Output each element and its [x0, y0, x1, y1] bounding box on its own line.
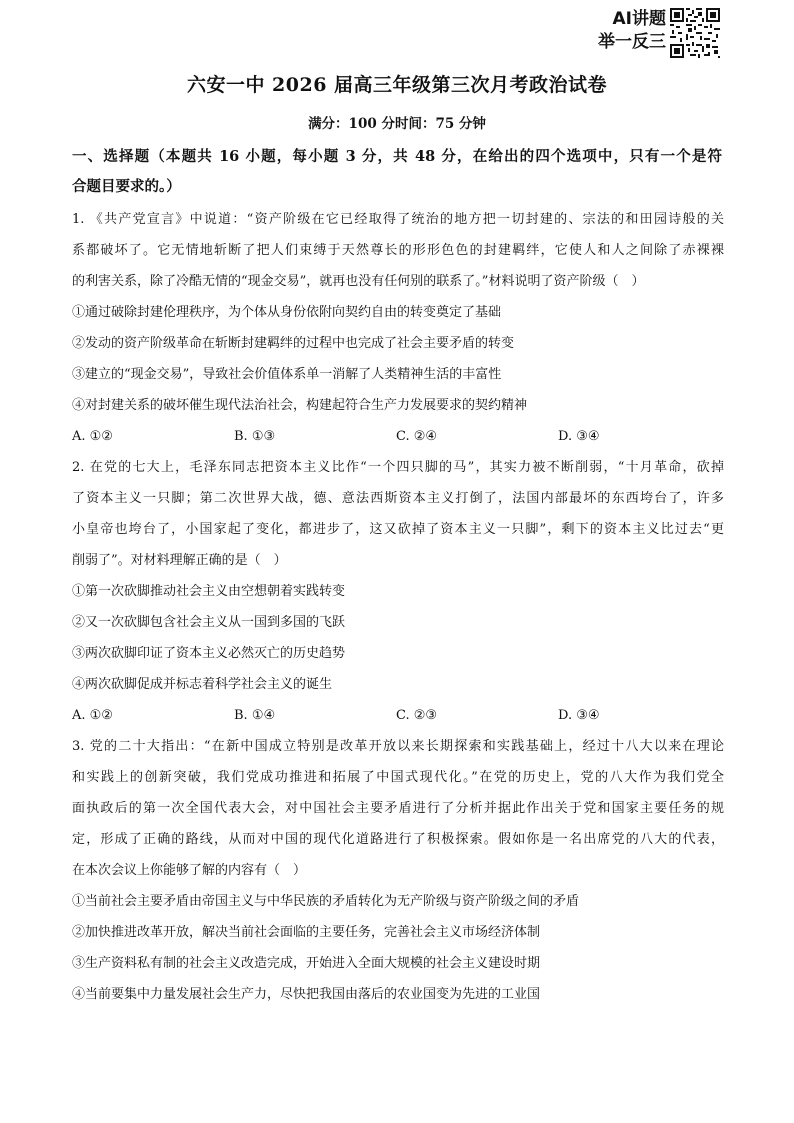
question-stem-line: 定，形成了正确的路线，从而对中国的现代化道路进行了积极探索。假如你是一名出席党的八大的代表， — [72, 832, 724, 847]
choice-d[interactable]: D. ③④ — [558, 429, 600, 444]
exam-title: 六安一中 2026 届高三年级第三次月考政治试卷 — [186, 74, 608, 96]
question-stem-line: 1. 《共产党宣言》中说道：“资产阶级在它已经取得了统治的地方把一切封建的、宗法的和田园诗般的关 — [72, 212, 724, 227]
statement-option: ④当前要集中力量发展社会生产力，尽快把我国由落后的农业国变为先进的工业国 — [72, 987, 541, 1002]
question-stem-line: 削弱了”。对材料理解正确的是（ ） — [72, 553, 287, 568]
choice-b[interactable]: B. ①③ — [234, 429, 276, 444]
ai-explain-badge[interactable] — [578, 8, 720, 58]
choice-a[interactable]: A. ①② — [72, 708, 113, 723]
statement-option: ③生产资料私有制的社会主义改造完成，开始进入全面大规模的社会主义建设时期 — [72, 956, 541, 971]
question-2 — [72, 452, 724, 731]
answer-choices — [72, 421, 724, 452]
section-heading-line-2: 合题目要求的。） — [72, 178, 181, 195]
question-stem-line: 了资本主义一只脚；第二次世界大战，德、意法西斯资本主义打倒了，法国内部最坏的东西垮台了，许多 — [72, 491, 724, 506]
questions — [72, 204, 724, 1010]
question-stem-line: 和实践上的创新突破，我们党成功推进和拓展了中国式现代化。”在党的历史上，党的八大作为我们党全 — [72, 770, 724, 785]
choice-c[interactable]: C. ②④ — [396, 429, 438, 444]
statement-option: ③两次砍脚印证了资本主义必然灭亡的历史趋势 — [72, 646, 346, 661]
question-stem-line: 小皇帝也垮台了，小国家起了变化，都进步了，这又砍掉了资本主义一只脚”，剩下的资本主义比过去“更 — [72, 522, 724, 537]
question-stem-line: 2. 在党的七大上，毛泽东同志把资本主义比作“一个四只脚的马”，其实力被不断削弱，“十月革命，砍掉 — [72, 460, 724, 475]
statement-option: ①当前社会主要矛盾由帝国主义与中华民族的矛盾转化为无产阶级与资产阶级之间的矛盾 — [72, 894, 580, 909]
question-stem-line: 系都破坏了。它无情地斩断了把人们束缚于天然尊长的形形色色的封建羁绊，它使人和人之间除了赤裸裸 — [72, 243, 724, 258]
answer-choices — [72, 700, 724, 731]
question-3 — [72, 731, 724, 1010]
exam-subtitle: 满分：100 分时间：75 分钟 — [308, 116, 486, 132]
badge-line-2: 举一反三 — [598, 32, 666, 52]
statement-option: ②发动的资产阶级革命在斩断封建羁绊的过程中也完成了社会主要矛盾的转变 — [72, 336, 515, 351]
choice-d[interactable]: D. ③④ — [558, 708, 600, 723]
badge-line-1: AI讲题 — [612, 9, 666, 29]
choice-b[interactable]: B. ①④ — [234, 708, 276, 723]
statement-option: ②加快推进改革开放，解决当前社会面临的主要任务，完善社会主义市场经济体制 — [72, 925, 541, 940]
question-stem-line: 面执政后的第一次全国代表大会，对中国社会主要矛盾进行了分析并据此作出关于党和国家主要任务的规 — [72, 801, 724, 816]
choice-a[interactable]: A. ①② — [72, 429, 113, 444]
question-stem-line: 的利害关系，除了冷酷无情的“现金交易”，就再也没有任何别的联系了。”材料说明了资产阶级（ ） — [72, 274, 645, 289]
badge-text — [578, 8, 666, 54]
section-heading — [72, 142, 722, 202]
statement-option: ④对封建关系的破坏催生现代法治社会，构建起符合生产力发展要求的契约精神 — [72, 398, 528, 413]
statement-option: ③建立的“现金交易”，导致社会价值体系单一消解了人类精神生活的丰富性 — [72, 367, 502, 382]
statement-option: ②又一次砍脚包含社会主义从一国到多国的飞跃 — [72, 615, 346, 630]
statement-option: ①第一次砍脚推动社会主义由空想朝着实践转变 — [72, 584, 346, 599]
question-stem-line: 在本次会议上你能够了解的内容有（ ） — [72, 863, 307, 878]
question-1 — [72, 204, 724, 452]
qr-code-icon[interactable] — [670, 8, 720, 58]
section-heading-line-1: 一、选择题（本题共 16 小题，每小题 3 分，共 48 分，在给出的四个选项中，只有一个是符 — [72, 148, 722, 165]
statement-option: ①通过破除封建伦理秩序，为个体从身份依附向契约自由的转变奠定了基础 — [72, 305, 502, 320]
question-stem-line: 3. 党的二十大指出：“在新中国成立特别是改革开放以来长期探索和实践基础上，经过十八大以来在理论 — [72, 739, 724, 754]
choice-c[interactable]: C. ②③ — [396, 708, 438, 723]
statement-option: ④两次砍脚促成并标志着科学社会主义的诞生 — [72, 677, 333, 692]
